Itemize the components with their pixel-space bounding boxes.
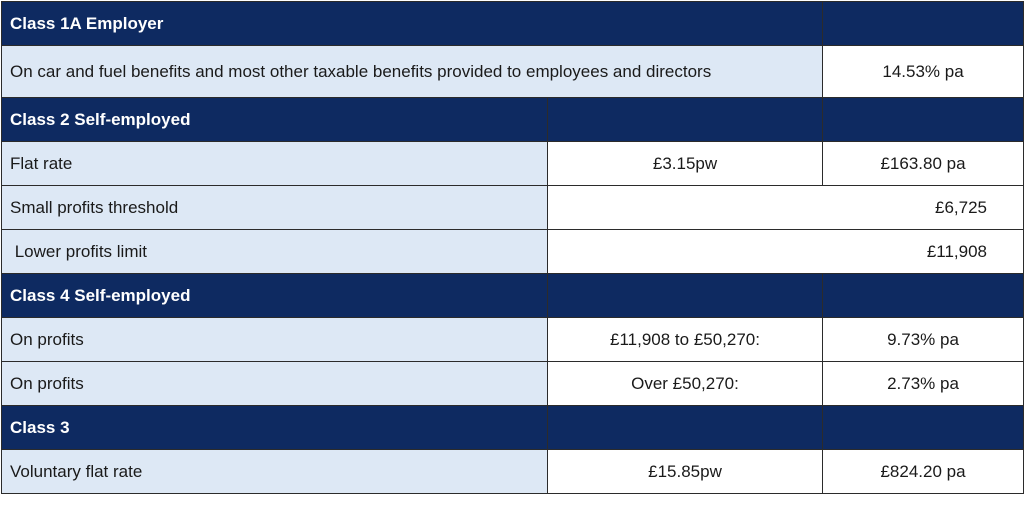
table-row <box>2 362 1024 406</box>
weekly-value: £15.85pw <box>548 450 823 494</box>
rate-value: 9.73% pa <box>823 318 1024 362</box>
table-row <box>2 46 1024 98</box>
header-empty-cell <box>823 406 1024 450</box>
table-row <box>2 230 1024 274</box>
section-header-class4 <box>2 274 1024 318</box>
annual-value: £163.80 pa <box>823 142 1024 186</box>
row-label: Lower profits limit <box>2 230 548 274</box>
table-row <box>2 450 1024 494</box>
annual-value: £824.20 pa <box>823 450 1024 494</box>
table-row <box>2 142 1024 186</box>
section-header-class1a <box>2 2 1024 46</box>
weekly-value: £3.15pw <box>548 142 823 186</box>
section-title: Class 3 <box>2 406 548 450</box>
section-header-class3 <box>2 406 1024 450</box>
rate-value: 2.73% pa <box>823 362 1024 406</box>
row-label: Flat rate <box>2 142 548 186</box>
ni-rates-table <box>1 1 1024 494</box>
table-row <box>2 186 1024 230</box>
limit-value: £11,908 <box>548 230 1024 274</box>
row-label: Voluntary flat rate <box>2 450 548 494</box>
section-title: Class 2 Self-employed <box>2 98 548 142</box>
section-title: Class 4 Self-employed <box>2 274 548 318</box>
section-header-class2 <box>2 98 1024 142</box>
header-empty-cell <box>548 98 823 142</box>
band-value: Over £50,270: <box>548 362 823 406</box>
section-title: Class 1A Employer <box>2 2 823 46</box>
row-label: On profits <box>2 362 548 406</box>
threshold-value: £6,725 <box>548 186 1024 230</box>
table-row <box>2 318 1024 362</box>
row-label: Small profits threshold <box>2 186 548 230</box>
header-empty-cell <box>548 274 823 318</box>
row-label: On profits <box>2 318 548 362</box>
header-empty-cell <box>823 98 1024 142</box>
header-empty-cell <box>823 274 1024 318</box>
header-empty-cell <box>823 2 1024 46</box>
band-value: £11,908 to £50,270: <box>548 318 823 362</box>
row-label: On car and fuel benefits and most other taxable benefits provided to employees and directors <box>2 46 823 98</box>
header-empty-cell <box>548 406 823 450</box>
rate-value: 14.53% pa <box>823 46 1024 98</box>
